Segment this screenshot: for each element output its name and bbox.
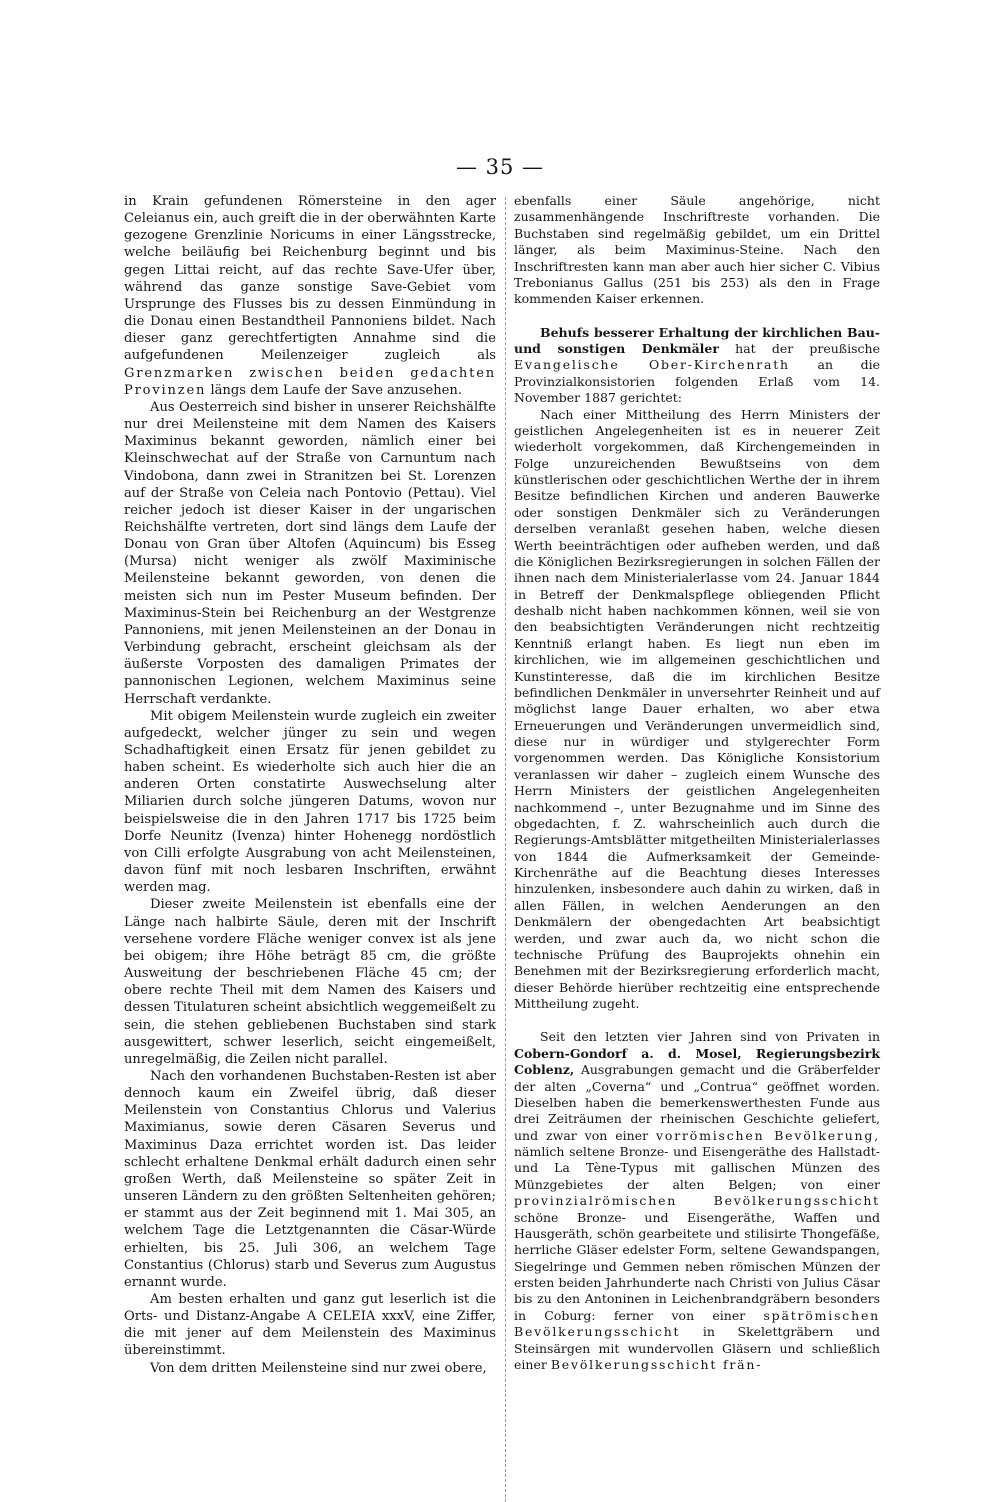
paragraph-text: Seit den letzten vier Jahren sind von Privaten in [540, 1029, 880, 1045]
spaced-emphasis: vorrömischen Bevölkerung, [656, 1127, 880, 1143]
paragraph-text: Ausgrabungen gemacht und die Gräberfelder der alten „Coverna“ und „Contrua“ geöffnet worden. Dieselben haben die bemerkenswerthesten Funde aus drei Zeiträumen der rheinischen Geschichte geliefert, und zwar von einer [514, 1062, 880, 1143]
right-column [514, 193, 880, 1373]
paragraph: Nach den vorhandenen Buchstaben-Resten ist aber dennoch kaum ein Zweifel übrig, daß dieser Meilenstein von Constantius Chlorus und Valerius Maximianus, sowie deren Cäsaren Severus und Maximinus Daza errichtet worden ist. Das leider schlecht erhaltene Denkmal erhält dadurch einen sehr großen Werth, daß Meilensteine so später Zeit in unseren Ländern zu den größten Seltenheiten gehören; er stammt aus der Zeit beginnend mit 1. Mai 305, an welchem Tage die Letztgenannten die Cäsar-Würde erhielten, bis 25. Juli 306, an welchem Tage Constantius (Chlorus) starb und Severus zum Augustus ernannt wurde. [124, 1068, 496, 1290]
spaced-emphasis: spätrömischen Bevölkerungsschicht [514, 1307, 880, 1340]
spaced-emphasis: Evangelische Ober-Kirchenrath [514, 357, 790, 373]
paragraph: Am besten erhalten und ganz gut leserlich ist die Orts- und Distanz-Angabe A CELEIA xxxV, eine Ziffer, die mit jener auf dem Meilenstein des Maximinus übereinstimmt. [124, 1292, 496, 1359]
paragraph: ebenfalls einer Säule angehörige, nicht zusammenhängende Inschriftreste vorhanden. Die Buchstaben sind regelmäßig gebildet, um ein Drittel länger, als beim Maximinus-Steine. Nach den Inschriftresten kann man aber auch hier sicher C. Vibius Trebonianus Gallus (251 bis 253) als den in Frage kommenden Kaiser erkennen. [514, 193, 880, 307]
spaced-emphasis: provinzialrömischen Bevölkerungsschicht [514, 1193, 880, 1209]
paragraph: Mit obigem Meilenstein wurde zugleich ein zweiter aufgedeckt, welcher jünger zu sein und wegen Schadhaftigkeit einen Ersatz für jenen gebildet zu haben scheint. Es wiederholte sich auch hier die an anderen Orten constatirte Auswechselung alter Miliarien durch solche jüngeren Datums, wovon nur beispielsweise die in den Jahren 1717 bis 1725 beim Dorfe Neunitz (Ivenza) hinter Hohenegg nordöstlich von Cilli erfolgte Ausgrabung von acht Meilensteinen, davon fünf mit noch lesbaren Inschriften, erwähnt werden mag. [124, 708, 496, 896]
paragraph-text: in Krain gefundenen Römersteine in den ager Celeianus ein, auch greift die in der oberwähnten Karte gezogene Grenzlinie Noricums in einer Längsstrecke, welche beiläufig bei Reichenburg beginnt und bis gegen Littai reicht, auf das rechte Save-Ufer über, während das ganze sonstige Save-Gebiet vom Ursprunge des Flusses bis zu dessen Einmündung in die Donau einen Bestandtheil Pannoniens bildet. Nach dieser ganz gerechtfertigten Annahme sind die aufgefundenen Meilenzeiger zugleich als [124, 194, 496, 364]
paragraph [514, 325, 880, 407]
paragraph-text: nämlich seltene Bronze- und Eisengeräthe des Hallstadt- und La Tène-Typus mit gallischen Münzen des Münzgebietes der alten Belgen; von einer [514, 1144, 880, 1192]
page-number: — 35 — [455, 155, 545, 179]
paragraph [514, 1029, 880, 1373]
paragraph [124, 193, 496, 399]
spaced-emphasis: Bevölkerungsschicht frän- [550, 1356, 763, 1372]
paragraph-text: an die Provinzialkonsistorien folgenden Erlaß vom 14. November 1887 gerichtet: [514, 357, 880, 406]
paragraph-text: in Skelettgräbern und Steinsärgen mit wundervollen Gläsern und schließlich einer [514, 1324, 880, 1372]
left-column [124, 193, 496, 1377]
paragraph: Dieser zweite Meilenstein ist ebenfalls eine der Länge nach halbirte Säule, deren mit der Inschrift versehene vordere Fläche weniger convex ist als jene bei obigem; ihre Höhe beträgt 85 cm, die größte Ausweitung der beschriebenen Fläche 45 cm; der obere rechte Theil mit dem Namen des Kaisers und dessen Titulaturen scheint absichtlich weggemeißelt zu sein, die stehen gebliebenen Buchstaben sind stark ausgewittert, schwer leserlich, seicht eingemeißelt, unregelmäßig, die Zeilen nicht parallel. [124, 897, 496, 1067]
bold-place-name: Cobern-Gondorf a. d. Mosel, Regierungsbezirk Coblenz, [514, 1045, 880, 1078]
paragraph: Nach einer Mittheilung des Herrn Ministers der geistlichen Angelegenheiten ist es in neuerer Zeit wiederholt vorgekommen, daß Kirchengemeinden in Folge unzureichenden Bewußtseins von dem künstlerischen oder geschichtlichen Werthe der in ihrem Besitze befindlichen Kirchen und anderen Bauwerke oder sonstigen Denkmäler sich zu Veränderungen derselben veranlaßt gesehen haben, welche diesen Werth beeinträchtigen oder aufheben werden, und daß die Königlichen Bezirksregierungen in solchen Fällen der ihnen nach dem Ministerialerlasse vom 24. Januar 1844 in Betreff der Denkmalspflege obliegenden Pflicht deshalb nicht haben nachkommen können, weil sie von den beabsichtigten Veränderungen nicht rechtzeitig Kenntniß erlangt haben. Es liegt nun eben im kirchlichen, wie im allgemeinen geschichtlichen und Kunstinteresse, daß die im kirchlichen Besitze befindlichen Denkmäler in unversehrter Reinheit und auf möglichst lange Dauer erhalten, wo aber etwa Erneuerungen und Veränderungen unvermeidlich sind, diese nur in würdiger und stylgerechter Form vorgenommen werden. Das Königliche Konsistorium veranlassen wir daher – zugleich einem Wunsche des Herrn Ministers der geistlichen Angelegenheiten nachkommend –, unter Bezugnahme und im Sinne des obgedachten, f. Z. wahrscheinlich auch durch die Regierungs-Amtsblätter mitgetheilten Ministerialerlasses von 1844 die Aufmerksamkeit der Gemeinde-Kirchenräthe auf die Beachtung dieses Interesses hinzulenken, insbesondere auch dahin zu wirken, daß in allen Fällen, in welchen Aenderungen an den Denkmälern der obengedachten Art beabsichtigt werden, und zwar auch da, wo nicht schon die technische Prüfung des Bauprojekts ohnehin ein Benehmen mit der Bezirksregierung erforderlich macht, dieser Behörde hierüber rechtzeitig eine entsprechende Mittheilung zugeht. [514, 406, 880, 1011]
paragraph-text: längs dem Laufe der Save anzusehen. [210, 382, 462, 398]
paragraph-text: schöne Bronze- und Eisengeräthe, Waffen und Hausgeräth, schön gearbeitete und stilisirte Thongefäße, herrliche Gläser edelster Form, seltene Gewandspangen, Siegelringe und Gemmen neben römischen Münzen der ersten beiden Jahrhunderte nach Christi von Julius Cäsar bis zu den Antoninen in Leichenbrandgräbern besonders in Coburg: ferner von einer [514, 1209, 880, 1323]
paragraph: Aus Oesterreich sind bisher in unserer Reichshälfte nur drei Meilensteine mit dem Namen des Kaisers Maximinus bekannt geworden, nämlich einer bei Kleinschwechat auf der Straße von Carnuntum nach Vindobona, dann zwei in Stranitzen bei St. Lorenzen auf der Straße von Celeia nach Pontovio (Pettau). Viel reicher jedoch ist dieser Kaiser in der ungarischen Reichshälfte vertreten, dort sind längs dem Laufe der Donau von Gran über Altofen (Aquincum) bis Esseg (Mursa) nicht weniger als zwölf Maximinische Meilensteine bekannt geworden, von denen die meisten sich nun im Pester Museum befinden. Der Maximinus-Stein bei Reichenburg an der Westgrenze Pannoniens, mit jenen Meilensteinen an der Donau in Verbindung gebracht, erscheint gleichsam als der äußerste Vorposten des damaligen Primates der pannonischen Legionen, welchem Maximinus seine Herrschaft verdankte. [124, 399, 496, 707]
paragraph: Von dem dritten Meilensteine sind nur zwei obere, [150, 1360, 487, 1376]
paragraph-text: hat der preußische [735, 341, 880, 356]
spaced-emphasis: Grenzmarken zwischen beiden gedachten Provinzen [124, 365, 496, 398]
bold-heading: Behufs besserer Erhaltung der kirchlichen Bau- und sonstigen Denkmäler [514, 324, 880, 356]
column-divider [505, 197, 506, 1502]
